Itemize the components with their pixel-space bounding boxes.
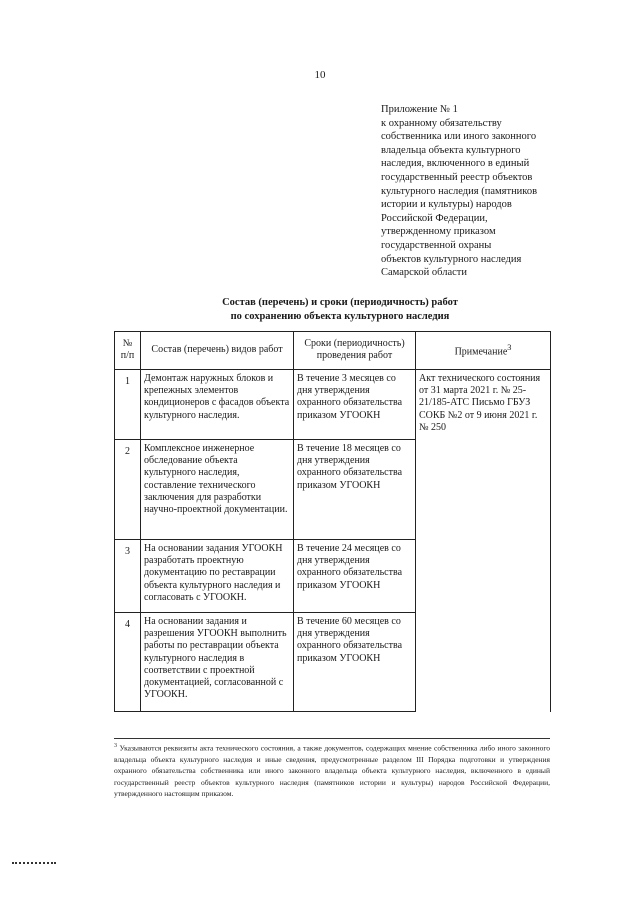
appendix-line: Самарской области — [381, 267, 467, 279]
footnote-divider — [114, 738, 550, 739]
table-row — [115, 370, 551, 440]
page-number: 10 — [314, 69, 326, 81]
row-terms: В течение 18 месяцев со дня утверждения охранного обязательства приказом УГООКН — [294, 440, 416, 540]
header-note-label: Примечание — [454, 346, 508, 358]
footnote-marker: 3 — [114, 743, 117, 749]
title-line-1: Состав (перечень) и сроки (периодичность) работ — [222, 297, 458, 308]
appendix-line: культурного наследия (памятников — [381, 185, 538, 197]
row-works: На основании задания УГООКН разработать проектную документацию по реставрации объекта культурного наследия и согласовать с УГООКН. — [141, 540, 294, 613]
appendix-line: объектов культурного наследия — [381, 253, 522, 265]
table-header-row — [115, 332, 551, 370]
appendix-line: владельца объекта культурного — [381, 144, 521, 156]
scan-artifact-line — [12, 862, 56, 864]
row-num: 1 — [115, 370, 141, 440]
document-title — [100, 296, 580, 323]
works-table — [114, 331, 551, 712]
appendix-line: собственника или иного законного — [381, 131, 537, 143]
footnote — [114, 741, 550, 800]
appendix-line: Приложение № 1 — [381, 104, 458, 115]
row-works: Комплексное инженерное обследование объекта культурного наследия, составление технического заключения для разработки научно-проектной документации. — [141, 440, 294, 540]
row-works: На основании задания и разрешения УГООКН выполнить работы по реставрации объекта культурного наследия в соответствии с проектной документацией, согласованной с УГООКН. — [141, 613, 294, 712]
title-line-2: по сохранению объекта культурного наследия — [230, 310, 450, 322]
row-num: 3 — [115, 540, 141, 613]
header-works: Состав (перечень) видов работ — [141, 332, 294, 370]
appendix-line: наследия, включенного в единый — [381, 158, 530, 170]
appendix-line: к охранному обязательству — [381, 117, 502, 129]
header-num: № п/п — [115, 332, 141, 370]
footnote-text: Указываются реквизиты акта технического состояния, а также документов, содержащих мнение собственника либо иного законного владельца объекта культурного наследия и иные сведения, предусмотренные разделом III Порядка подготовки и утверждения охранного обязательства собственника или иного законного владельца объекта культурного наследия, включенного в единый государственный реестр объектов культурного наследия (памятников истории и культуры) народов Российской Федерации, утвержденного настоящим приказом. — [114, 743, 551, 799]
header-terms: Сроки (периодичность) проведения работ — [294, 332, 416, 370]
appendix-line: утвержденному приказом — [381, 226, 496, 238]
appendix-line: истории и культуры) народов — [381, 199, 512, 211]
header-note-footnote-ref: 3 — [507, 342, 512, 352]
row-terms: В течение 3 месяцев со дня утверждения охранного обязательства приказом УГООКН — [294, 370, 416, 440]
appendix-line: Российской Федерации, — [381, 212, 488, 224]
header-note — [416, 332, 551, 370]
row-works: Демонтаж наружных блоков и крепежных элементов кондиционеров с фасадов объекта культурного наследия. — [141, 370, 294, 440]
row-terms: В течение 24 месяцев со дня утверждения охранного обязательства приказом УГООКН — [294, 540, 416, 613]
appendix-line: государственной охраны — [381, 239, 492, 251]
row-note: Акт технического состояния от 31 марта 2021 г. № 25-21/185-АТС Письмо ГБУЗ СОКБ №2 от 9 июня 2021 г. № 250 — [416, 370, 551, 712]
row-num: 4 — [115, 613, 141, 712]
row-num: 2 — [115, 440, 141, 540]
row-terms: В течение 60 месяцев со дня утверждения охранного обязательства приказом УГООКН — [294, 613, 416, 712]
appendix-line: государственный реестр объектов — [381, 171, 533, 183]
appendix-block — [381, 103, 621, 280]
